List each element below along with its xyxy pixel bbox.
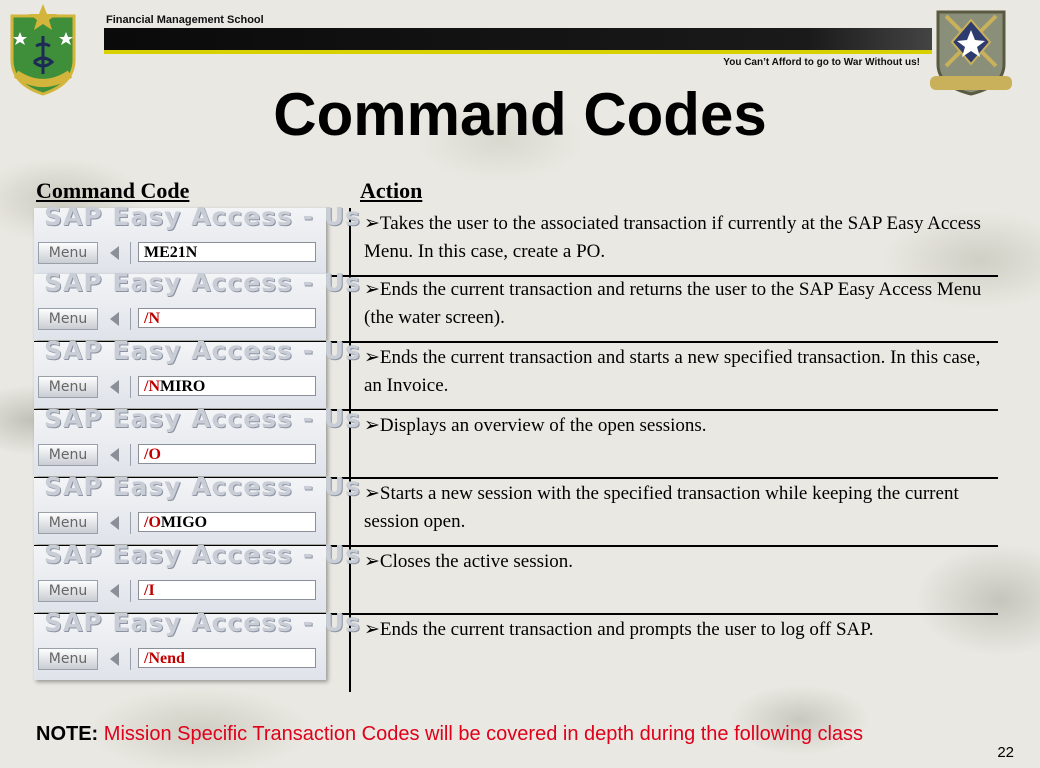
bullet-arrow-icon: ➢	[364, 347, 380, 368]
note-label: NOTE:	[36, 723, 99, 745]
sap-window-title: SAP Easy Access - Us	[44, 472, 361, 501]
bullet-arrow-icon: ➢	[364, 551, 380, 572]
toolbar-divider	[130, 580, 131, 602]
back-arrow-icon[interactable]	[110, 380, 119, 394]
sap-window-title: SAP Easy Access - Us	[44, 268, 361, 297]
command-field[interactable]: /I	[138, 580, 316, 600]
motto-text: You Can’t Afford to go to War Without us!	[723, 57, 920, 68]
command-field[interactable]: /OMIGO	[138, 512, 316, 532]
menu-button[interactable]: Menu	[38, 376, 98, 398]
command-field[interactable]: /N	[138, 308, 316, 328]
command-row	[34, 608, 998, 682]
sap-screenshot	[34, 472, 361, 544]
bullet-arrow-icon: ➢	[364, 483, 380, 504]
sap-screenshot	[34, 268, 361, 340]
sap-screenshot	[34, 336, 361, 408]
header-bar	[104, 28, 932, 54]
note-text: Mission Specific Transaction Codes will be covered in depth during the following class	[103, 723, 864, 745]
sap-screenshot	[34, 540, 361, 612]
command-row	[34, 202, 998, 276]
footer-note	[36, 723, 863, 746]
toolbar-divider	[130, 648, 131, 670]
sap-window-title: SAP Easy Access - Us	[44, 404, 361, 433]
sap-screenshot	[34, 202, 361, 274]
toolbar-divider	[130, 512, 131, 534]
sap-window-title: SAP Easy Access - Us	[44, 202, 361, 231]
back-arrow-icon[interactable]	[110, 584, 119, 598]
toolbar-divider	[130, 376, 131, 398]
back-arrow-icon[interactable]	[110, 516, 119, 530]
bullet-arrow-icon: ➢	[364, 619, 380, 640]
back-arrow-icon[interactable]	[110, 312, 119, 326]
sap-window-title: SAP Easy Access - Us	[44, 608, 361, 637]
column-header-action: Action	[360, 178, 423, 203]
bullet-arrow-icon: ➢	[364, 279, 380, 300]
column-header-command-code: Command Code	[36, 178, 190, 203]
toolbar-divider	[130, 308, 131, 330]
menu-button[interactable]: Menu	[38, 308, 98, 330]
command-field[interactable]: /O	[138, 444, 316, 464]
action-description: ➢Ends the current transaction and prompts the user to log off SAP.	[364, 619, 874, 640]
action-description: ➢Starts a new session with the specified transaction while keeping the current session open.	[364, 483, 959, 532]
menu-button[interactable]: Menu	[38, 512, 98, 534]
command-field[interactable]: /Nend	[138, 648, 316, 668]
toolbar-divider	[130, 242, 131, 264]
action-description: ➢Closes the active session.	[364, 551, 574, 572]
command-field[interactable]: /NMIRO	[138, 376, 316, 396]
bullet-arrow-icon: ➢	[364, 213, 380, 234]
action-description: ➢Ends the current transaction and returns the user to the SAP Easy Access Menu (the water screen).	[364, 279, 982, 328]
menu-button[interactable]: Menu	[38, 242, 98, 264]
toolbar-divider	[130, 444, 131, 466]
sap-screenshot	[34, 608, 361, 680]
page-title: Command Codes	[273, 81, 767, 148]
menu-button[interactable]: Menu	[38, 648, 98, 670]
command-field[interactable]: ME21N	[138, 242, 316, 262]
back-arrow-icon[interactable]	[110, 448, 119, 462]
command-row	[34, 336, 998, 410]
bullet-arrow-icon: ➢	[364, 415, 380, 436]
command-row	[34, 268, 998, 342]
command-row	[34, 404, 998, 478]
command-row	[34, 472, 998, 546]
sap-window-title: SAP Easy Access - Us	[44, 336, 361, 365]
sap-screenshot	[34, 404, 361, 476]
back-arrow-icon[interactable]	[110, 652, 119, 666]
sap-window-title: SAP Easy Access - Us	[44, 540, 361, 569]
page-number: 22	[997, 744, 1014, 761]
action-description: ➢Displays an overview of the open sessions.	[364, 415, 707, 436]
action-description: ➢Takes the user to the associated transaction if currently at the SAP Easy Access Menu. In this case, create a PO.	[364, 213, 981, 262]
action-description: ➢Ends the current transaction and starts a new specified transaction. In this case, an Invoice.	[364, 347, 981, 396]
menu-button[interactable]: Menu	[38, 580, 98, 602]
back-arrow-icon[interactable]	[110, 246, 119, 260]
command-row	[34, 540, 998, 614]
school-name: Financial Management School	[106, 14, 264, 26]
menu-button[interactable]: Menu	[38, 444, 98, 466]
